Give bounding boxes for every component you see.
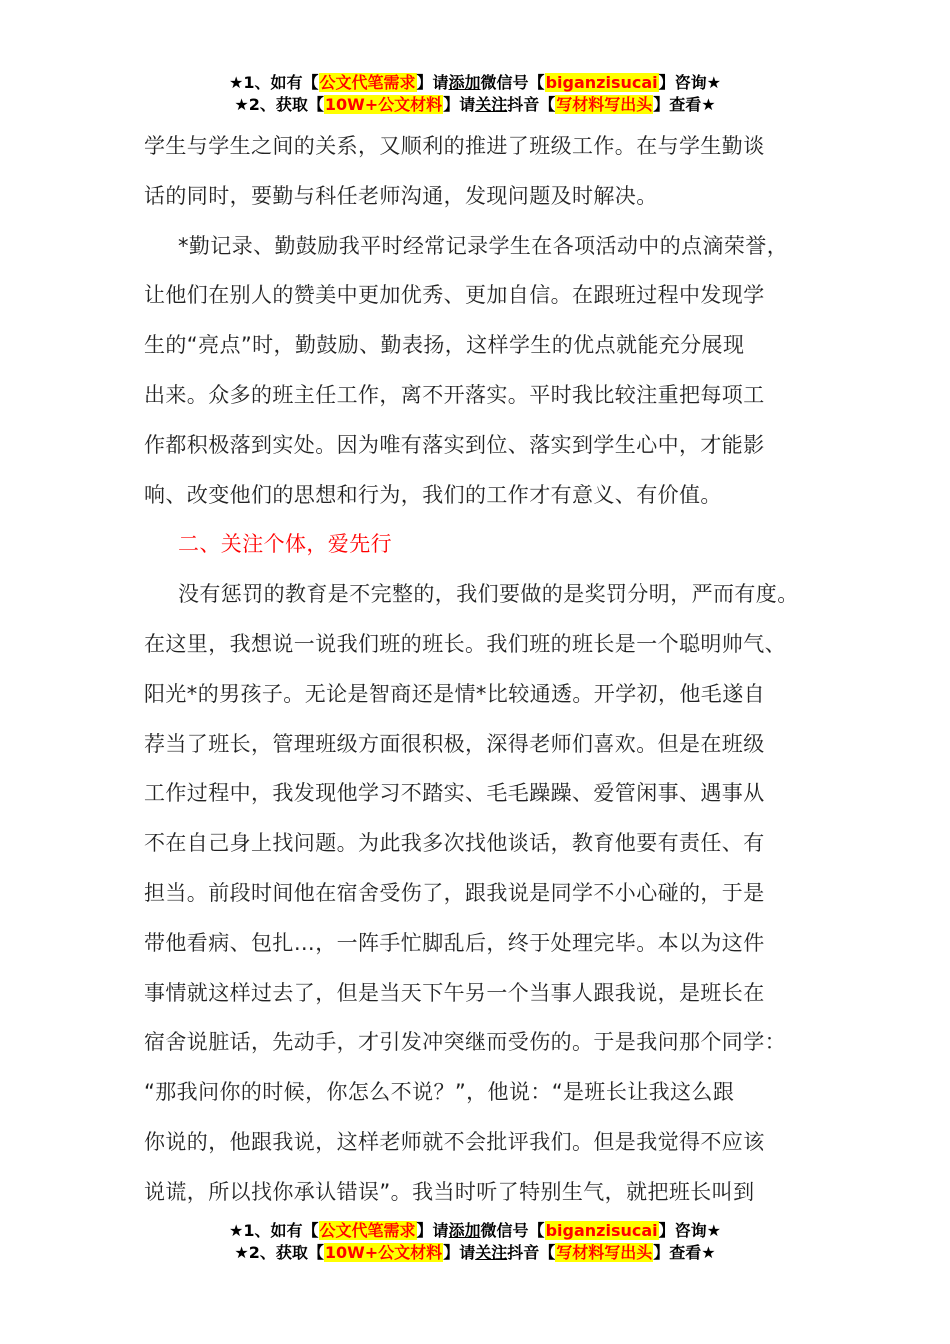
text-line: 荐当了班长，管理班级方面很积极，深得老师们喜欢。但是在班级: [144, 731, 765, 756]
text-line: 担当。前段时间他在宿舍受伤了，跟我说是同学不小心碰的，于是: [144, 880, 765, 905]
banner-text: 微信号【: [480, 1221, 545, 1240]
text-line: “那我问你的时候，你怎么不说？”，他说：“是班长让我这么跟: [144, 1080, 735, 1105]
highlight-text: 10W+公文材料: [324, 1243, 443, 1262]
star-icon: ★: [234, 1243, 249, 1262]
text-line: 响、改变他们的思想和行为，我们的工作才有意义、有价值。: [144, 482, 722, 507]
text-line: 说谎，所以找你承认错误”。我当时听了特别生气，就把班长叫到: [144, 1179, 755, 1204]
banner-line-1: [0, 72, 950, 94]
highlight-text: 写材料写出头: [556, 1243, 653, 1262]
header-banner: [0, 72, 950, 116]
banner-text: 微信号【: [480, 73, 545, 92]
star-icon: ★: [706, 73, 721, 92]
text-line: 事情就这样过去了，但是当天下午另一个当事人跟我说，是班长在: [144, 980, 765, 1005]
highlight-text: 公文代笔需求: [319, 73, 416, 92]
wechat-id: biganzisucai: [545, 73, 658, 92]
banner-text: 1、如有【: [243, 1221, 319, 1240]
text-line: 出来。众多的班主任工作，离不开落实。平时我比较注重把每项工: [144, 382, 765, 407]
highlight-text: 10W+公文材料: [324, 95, 443, 114]
banner-text: 】请: [416, 73, 449, 92]
text-line: 学生与学生之间的关系，又顺利的推进了班级工作。在与学生勤谈: [144, 134, 765, 158]
text-line: 没有惩罚的教育是不完整的，我们要做的是奖罚分明，严而有度。: [178, 582, 799, 607]
text-line: 在这里，我想说一说我们班的班长。我们班的班长是一个聪明帅气、: [144, 631, 786, 656]
text-line: 话的同时，要勤与科任老师沟通，发现问题及时解决。: [144, 183, 658, 208]
underlined-text: 关注: [475, 1243, 508, 1262]
text-line: 生的“亮点”时，勤鼓励、勤表扬，这样学生的优点就能充分展现: [144, 333, 745, 358]
text-line: 让他们在别人的赞美中更加优秀、更加自信。在跟班过程中发现学: [144, 283, 765, 308]
highlight-text: 写材料写出头: [556, 95, 653, 114]
text-line: 不在自己身上找问题。为此我多次找他谈话，教育他要有责任、有: [144, 831, 765, 856]
text-line: *勤记录、勤鼓励我平时经常记录学生在各项活动中的点滴荣誉，: [178, 233, 789, 258]
star-icon: ★: [229, 1221, 244, 1240]
star-icon: ★: [701, 1243, 716, 1262]
text-line: 工作过程中，我发现他学习不踏实、毛毛躁躁、爱管闲事、遇事从: [144, 781, 765, 806]
banner-text: 】请: [443, 95, 476, 114]
banner-line-1: [0, 1220, 950, 1242]
banner-text: 】请: [443, 1243, 476, 1262]
banner-text: 】请: [416, 1221, 449, 1240]
underlined-text: 添加: [448, 73, 481, 92]
banner-text: 抖音【: [507, 1243, 556, 1262]
text-line: 宿舍说脏话，先动手，才引发冲突继而受伤的。于是我问那个同学：: [144, 1030, 786, 1055]
star-icon: ★: [701, 95, 716, 114]
star-icon: ★: [234, 95, 249, 114]
banner-text: 】查看: [653, 95, 702, 114]
footer-banner: [0, 1220, 950, 1264]
banner-text: 】查看: [653, 1243, 702, 1262]
banner-text: 2、获取【: [248, 95, 324, 114]
text-line: 你说的，他跟我说，这样老师就不会批评我们。但是我觉得不应该: [144, 1129, 765, 1154]
document-body: [144, 122, 824, 1218]
banner-text: 2、获取【: [248, 1243, 324, 1262]
star-icon: ★: [706, 1221, 721, 1240]
underlined-text: 关注: [475, 95, 508, 114]
highlight-text: 公文代笔需求: [319, 1221, 416, 1240]
text-line: 带他看病、包扎…，一阵手忙脚乱后，终于处理完毕。本以为这件: [144, 930, 765, 955]
text-line: 阳光*的男孩子。无论是智商还是情*比较通透。开学初，他毛遂自: [144, 681, 765, 706]
banner-text: 抖音【: [507, 95, 556, 114]
text-line: 作都积极落到实处。因为唯有落实到位、落实到学生心中，才能影: [144, 432, 765, 457]
wechat-id: biganzisucai: [545, 1221, 658, 1240]
star-icon: ★: [229, 73, 244, 92]
section-heading: 二、关注个体，爱先行: [178, 532, 392, 557]
underlined-text: 添加: [448, 1221, 481, 1240]
banner-line-2: [0, 1242, 950, 1264]
banner-text: 1、如有【: [243, 73, 319, 92]
banner-line-2: [0, 94, 950, 116]
banner-text: 】咨询: [658, 1221, 707, 1240]
banner-text: 】咨询: [658, 73, 707, 92]
